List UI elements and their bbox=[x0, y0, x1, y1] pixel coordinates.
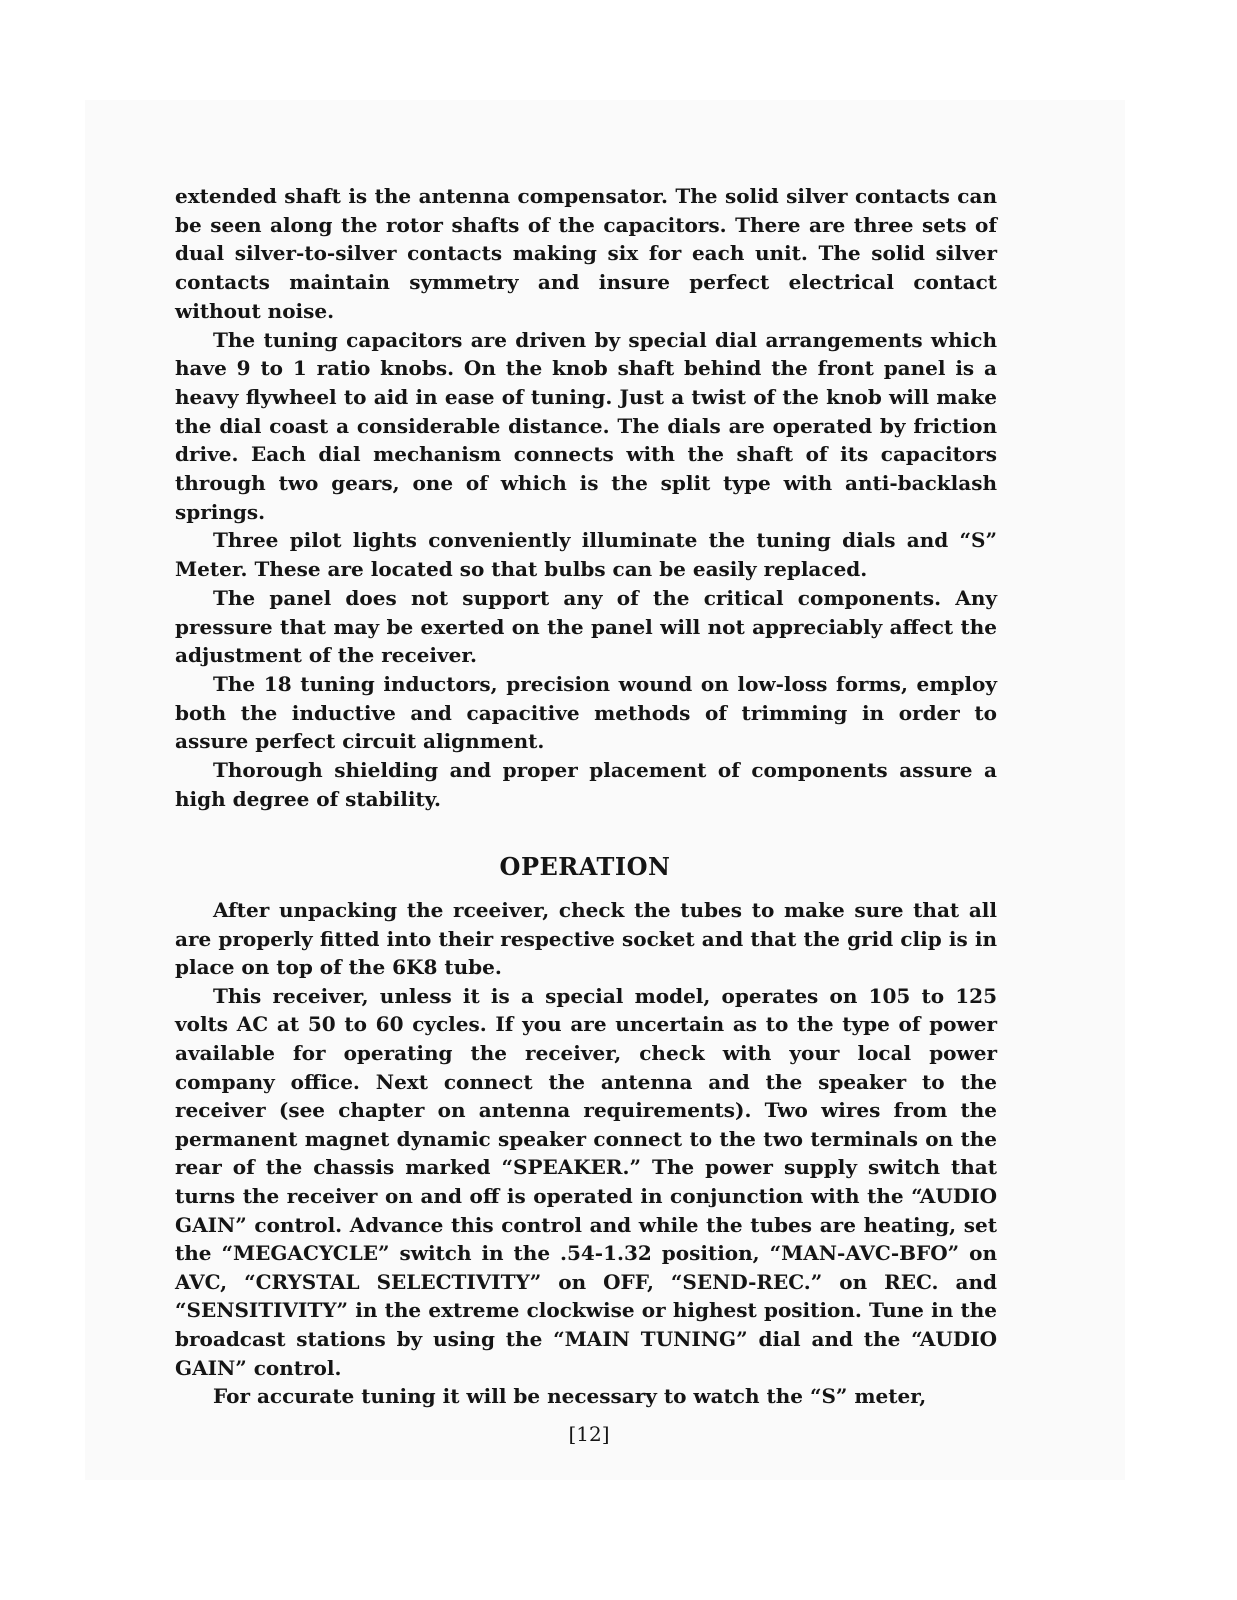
paragraph-power-and-controls: This receiver, unless it is a special model, operates on 105 to 125 volts AC at 50 to 60 cycles. If you are uncertain as to the type of power available for operating the receiver, check with your local power company office. Next connect the antenna and the speaker to the receiver (see chapter on antenna requirements). Two wires from the permanent magnet dynamic speaker connect to the two terminals on the rear of the chassis marked “SPEAKER.” The power supply switch that turns the receiver on and off is operated in conjunction with the “AUDIO GAIN” control. Advance this control and while the tubes are heating, set the “MEGACYCLE” switch in the .54-1.32 position, “MAN-AVC-BFO” on AVC, “CRYSTAL SELECTIVITY” on OFF, “SEND-REC.” on REC. and “SENSITIVITY” in the extreme clockwise or highest position. Tune in the broadcast stations by using the “MAIN TUNING” dial and the “AUDIO GAIN” control. bbox=[175, 983, 997, 1380]
paragraph-tuning-capacitors: The tuning capacitors are driven by special dial arrangements which have 9 to 1 ratio knobs. On the knob shaft behind the front panel is a heavy flywheel to aid in ease of tuning. Just a twist of the knob will make the dial coast a considerable distance. The dials are operated by friction drive. Each dial mechanism connects with the shaft of its capacitors through two gears, one of which is the split type with anti-backlash springs. bbox=[175, 327, 997, 524]
page-number: [12] bbox=[568, 1422, 610, 1446]
body-text-operation bbox=[175, 896, 997, 1411]
paragraph-unpacking: After unpacking the rceeiver, check the tubes to make sure that all are properly fitted into their respective socket and that the grid clip is in place on top of the 6K8 tube. bbox=[175, 898, 997, 980]
paragraph-pilot-lights: Three pilot lights conveniently illuminate the tuning dials and “S” Meter. These are located so that bulbs can be easily replaced. bbox=[175, 528, 997, 582]
paragraph-tuning-inductors: The 18 tuning inductors, precision wound on low-loss forms, employ both the inductive and capacitive methods of trimming in order to assure perfect circuit alignment. bbox=[175, 671, 997, 754]
paragraph-antenna-compensator: extended shaft is the antenna compensator. The solid silver contacts can be seen along the rotor shafts of the capacitors. There are three sets of dual silver-to-silver contacts making six for each unit. The solid silver contacts maintain symmetry and insure perfect electrical contact without noise. bbox=[175, 184, 997, 323]
paragraph-shielding: Thorough shielding and proper placement of components assure a high degree of stability. bbox=[175, 758, 997, 811]
body-text-upper bbox=[175, 182, 997, 813]
paragraph-panel: The panel does not support any of the critical components. Any pressure that may be exerted on the panel will not appreciably affect the adjustment of the receiver. bbox=[175, 585, 997, 668]
paragraph-accurate-tuning: For accurate tuning it will be necessary to watch the “S” meter, bbox=[213, 1384, 927, 1409]
section-heading-operation: OPERATION bbox=[499, 852, 671, 881]
